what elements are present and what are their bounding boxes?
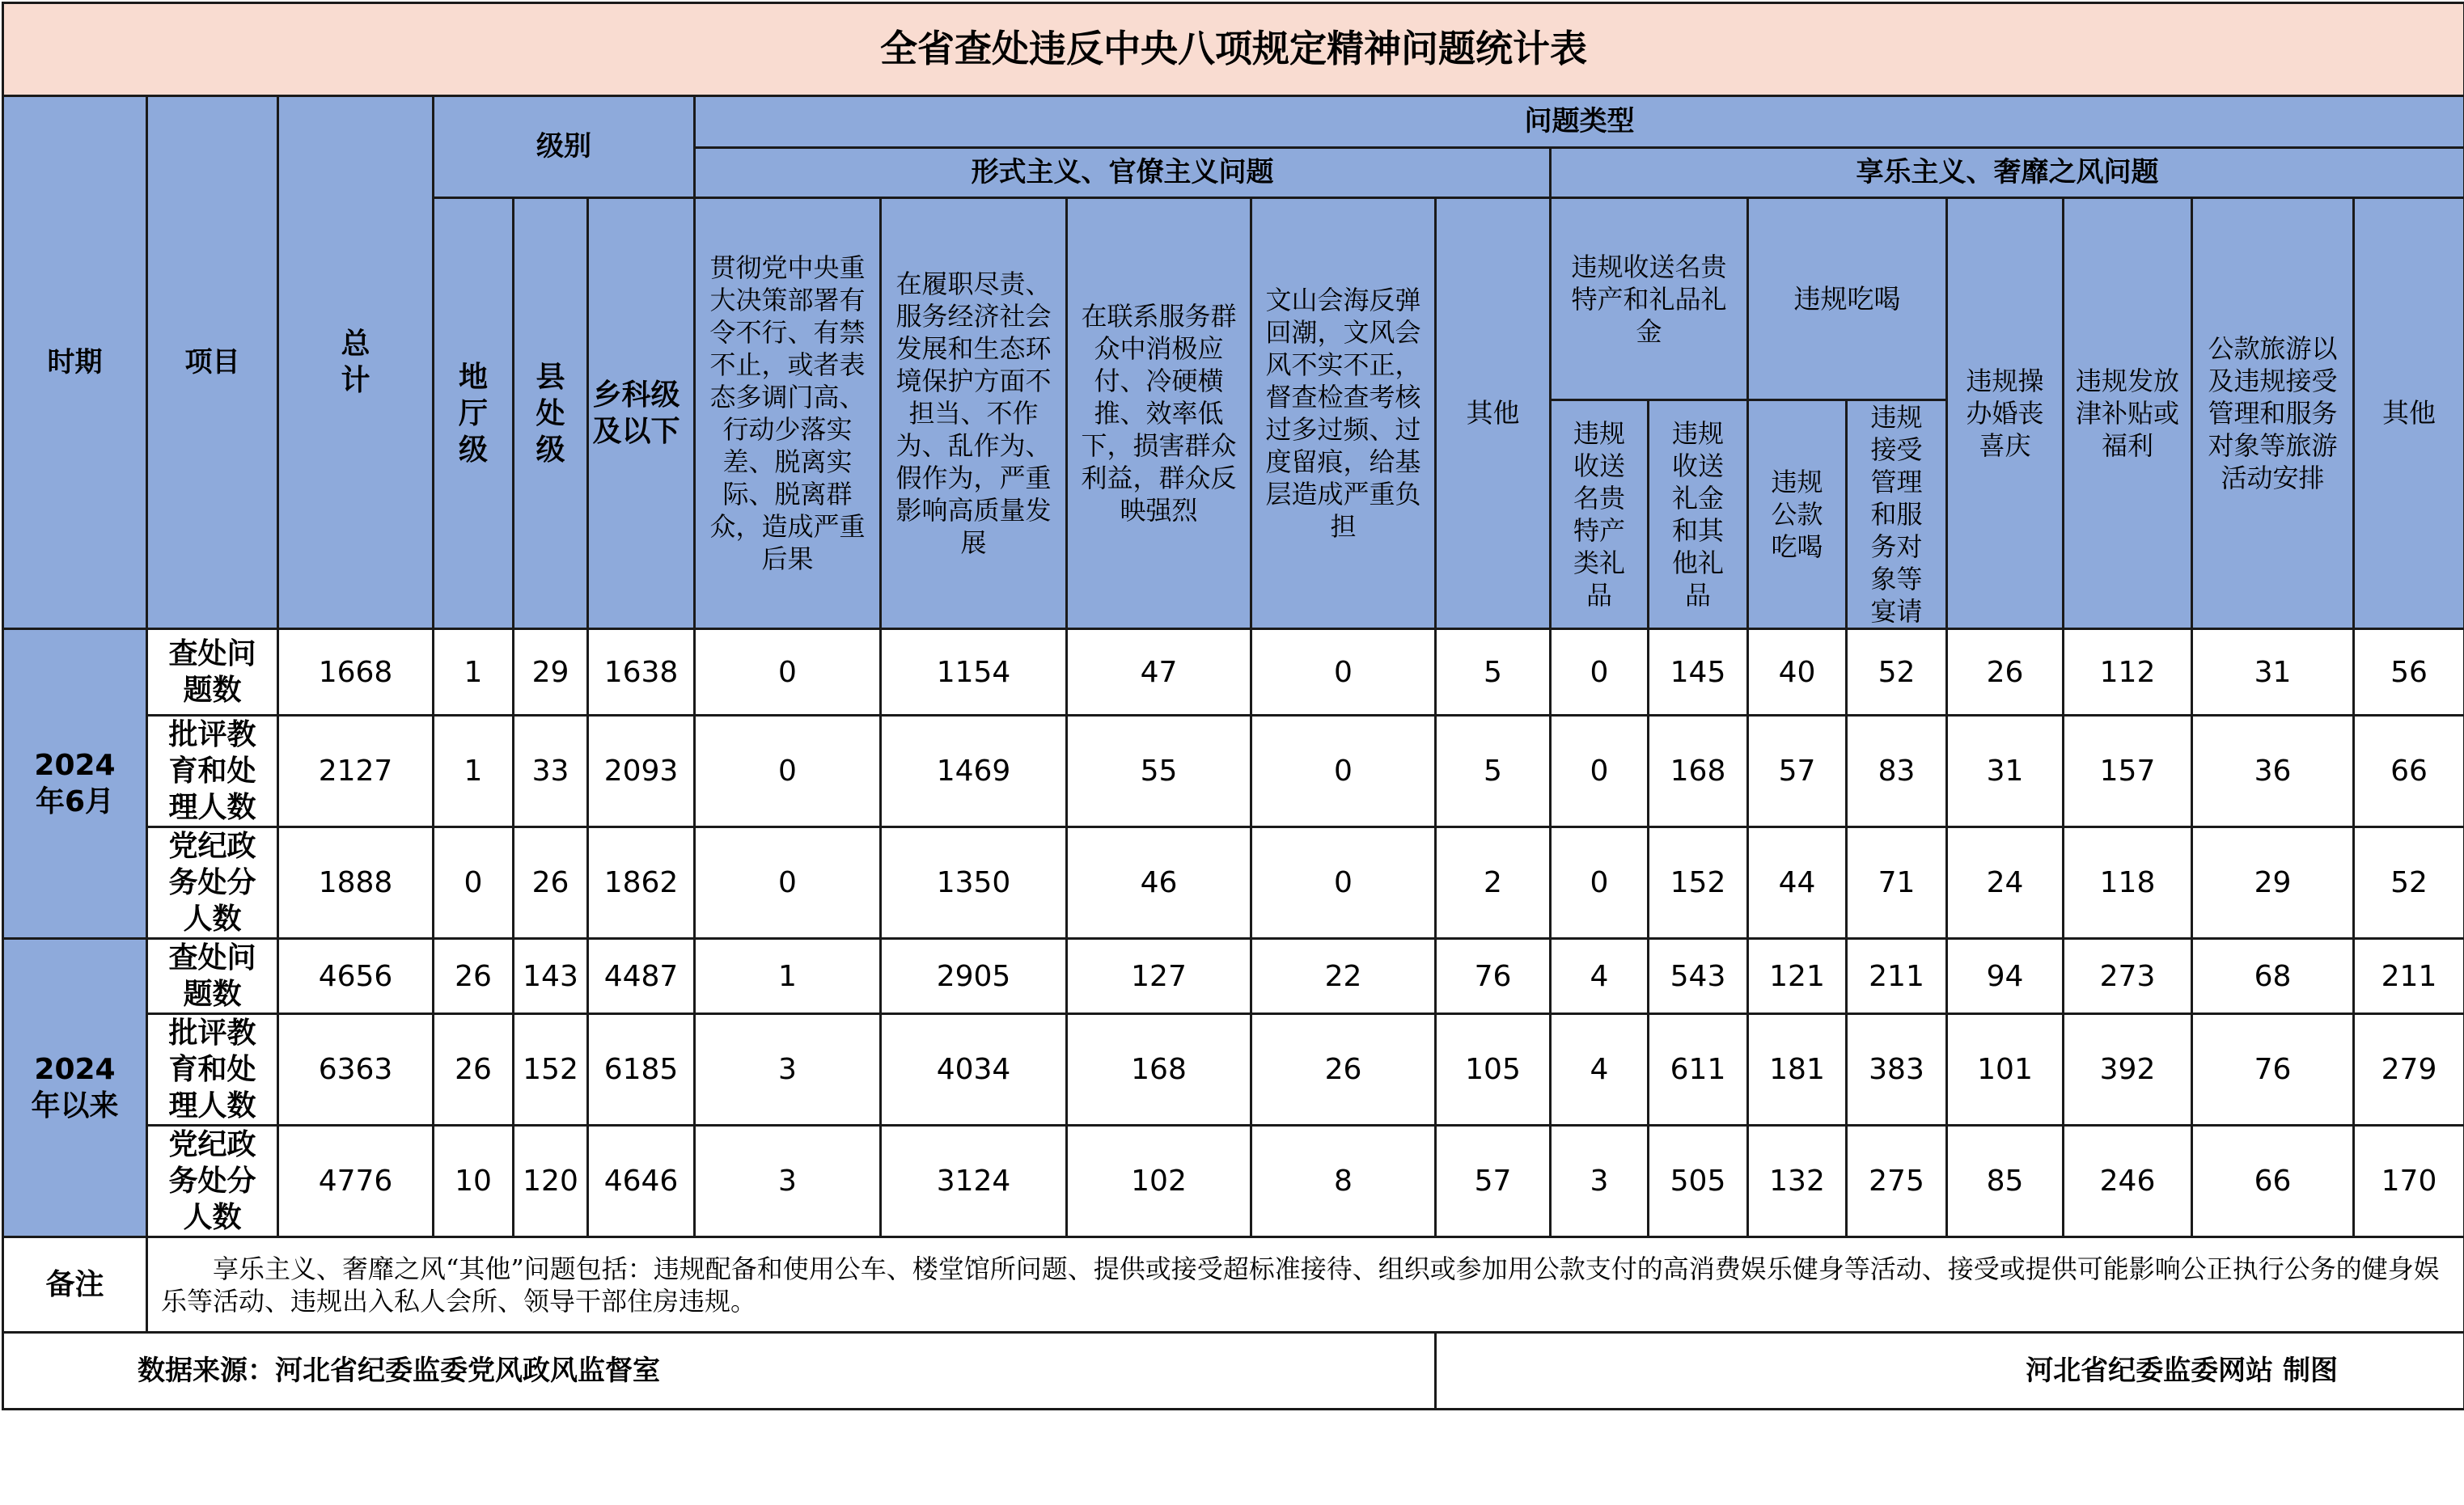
- cell-value: 132: [1748, 1126, 1847, 1237]
- header-level-county: [514, 198, 588, 629]
- header-dining-group: 违规吃喝: [1748, 198, 1947, 400]
- header-level: 级别: [434, 96, 695, 198]
- header-level-prefecture-text: 地厅级: [459, 360, 489, 467]
- cell-value: 47: [1067, 629, 1251, 716]
- cell-value: 2: [1436, 827, 1551, 939]
- cell-total: 1888: [278, 827, 434, 939]
- cell-value: 0: [1251, 827, 1436, 939]
- period-label: [3, 629, 147, 939]
- cell-value: 2093: [588, 716, 695, 827]
- cell-value: 33: [514, 716, 588, 827]
- period-label: [3, 939, 147, 1237]
- cell-value: 5: [1436, 716, 1551, 827]
- cell-total: 6363: [278, 1014, 434, 1126]
- header-gift-col-specialty-text: 违规收送名贵特产类礼品: [1573, 418, 1625, 611]
- header-dining-col-banquet-text: 违规接受管理和服务对象等宴请: [1870, 402, 1923, 627]
- cell-value: 76: [2192, 1014, 2354, 1126]
- cell-value: 0: [695, 629, 881, 716]
- table-row: [3, 716, 2464, 827]
- cell-value: 29: [2192, 827, 2354, 939]
- note-text-body: 享乐主义、奢靡之风“其他”问题包括：违规配备和使用公车、楼堂馆所问题、提供或接受超标准接待、组织或参加用公款支付的高消费娱乐健身等活动、接受或提供可能影响公正执行公务的健身娱乐等活动、违规出入私人会所、领导干部住房违规。: [161, 1253, 2440, 1317]
- cell-value: 0: [695, 827, 881, 939]
- cell-value: 543: [1649, 939, 1748, 1014]
- cell-value: 1469: [881, 716, 1067, 827]
- header-formalism-col-other: 其他: [1436, 198, 1551, 629]
- cell-value: 3: [1551, 1126, 1649, 1237]
- cell-value: 392: [2064, 1014, 2192, 1126]
- cell-value: 170: [2354, 1126, 2464, 1237]
- header-level-county-text: 县处级: [536, 360, 565, 467]
- cell-value: 1: [434, 629, 514, 716]
- cell-value: 24: [1947, 827, 2064, 939]
- cell-value: 10: [434, 1126, 514, 1237]
- cell-value: 44: [1748, 827, 1847, 939]
- cell-value: 1638: [588, 629, 695, 716]
- header-problem-type: 问题类型: [695, 96, 2464, 148]
- header-total-text: 总计: [341, 328, 370, 397]
- cell-value: 112: [2064, 629, 2192, 716]
- cell-value: 5: [1436, 629, 1551, 716]
- cell-value: 505: [1649, 1126, 1748, 1237]
- cell-value: 275: [1847, 1126, 1947, 1237]
- cell-value: 211: [2354, 939, 2464, 1014]
- cell-value: 102: [1067, 1126, 1251, 1237]
- cell-value: 22: [1251, 939, 1436, 1014]
- cell-value: 4646: [588, 1126, 695, 1237]
- cell-value: 55: [1067, 716, 1251, 827]
- cell-value: 46: [1067, 827, 1251, 939]
- cell-value: 4: [1551, 939, 1649, 1014]
- header-formalism-col-1: 贯彻党中央重大决策部署有令不行、有禁不止，或者表态多调门高、行动少落实差、脱离实际、脱离群众，造成严重后果: [695, 198, 881, 629]
- header-formalism-col-2: 在履职尽责、服务经济社会发展和生态环境保护方面不担当、不作为、乱作为、假作为，严重影响高质量发展: [881, 198, 1067, 629]
- note-text: [147, 1237, 2464, 1333]
- cell-value: 56: [2354, 629, 2464, 716]
- cell-total: 4776: [278, 1126, 434, 1237]
- header-period: 时期: [3, 96, 147, 629]
- cell-total: 4656: [278, 939, 434, 1014]
- cell-value: 66: [2192, 1126, 2354, 1237]
- cell-value: 0: [1551, 827, 1649, 939]
- cell-value: 145: [1649, 629, 1748, 716]
- cell-value: 76: [1436, 939, 1551, 1014]
- cell-value: 152: [1649, 827, 1748, 939]
- cell-value: 26: [434, 1014, 514, 1126]
- header-formalism: 形式主义、官僚主义问题: [695, 148, 1551, 198]
- cell-value: 26: [514, 827, 588, 939]
- header-level-prefecture: [434, 198, 514, 629]
- cell-value: 4487: [588, 939, 695, 1014]
- header-gift-col-cash: [1649, 400, 1748, 629]
- cell-value: 26: [1947, 629, 2064, 716]
- cell-value: 52: [2354, 827, 2464, 939]
- cell-value: 1: [434, 716, 514, 827]
- header-level-township-text: 乡科级及以下: [592, 378, 680, 448]
- cell-value: 0: [1551, 716, 1649, 827]
- header-gift-col-cash-text: 违规收送礼金和其他礼品: [1671, 418, 1724, 611]
- cell-value: 0: [1251, 716, 1436, 827]
- header-formalism-col-4: 文山会海反弹回潮，文风会风不实不正，督查检查考核过多过频、过度留痕，给基层造成严重负担: [1251, 198, 1436, 629]
- header-hedonism-col-allowance: 违规发放津补贴或福利: [2064, 198, 2192, 629]
- cell-value: 68: [2192, 939, 2354, 1014]
- cell-value: 118: [2064, 827, 2192, 939]
- cell-value: 611: [1649, 1014, 1748, 1126]
- row-item-label: [147, 629, 278, 716]
- cell-value: 4: [1551, 1014, 1649, 1126]
- period-label-text: 2024年6月: [34, 749, 116, 818]
- cell-value: 36: [2192, 716, 2354, 827]
- table-row: [3, 1126, 2464, 1237]
- row-item-label-text: 查处问题数: [168, 941, 256, 1011]
- header-hedonism-col-wedding: 违规操办婚丧喜庆: [1947, 198, 2064, 629]
- header-dining-col-banquet: [1847, 400, 1947, 629]
- cell-value: 8: [1251, 1126, 1436, 1237]
- cell-value: 1862: [588, 827, 695, 939]
- row-item-label: [147, 1014, 278, 1126]
- cell-total: 2127: [278, 716, 434, 827]
- header-formalism-col-3: 在联系服务群众中消极应付、冷硬横推、效率低下，损害群众利益，群众反映强烈: [1067, 198, 1251, 629]
- cell-value: 40: [1748, 629, 1847, 716]
- row-item-label: [147, 827, 278, 939]
- cell-value: 3124: [881, 1126, 1067, 1237]
- header-hedonism: 享乐主义、奢靡之风问题: [1551, 148, 2464, 198]
- cell-value: 29: [514, 629, 588, 716]
- header-hedonism-col-other: 其他: [2354, 198, 2464, 629]
- cell-value: 127: [1067, 939, 1251, 1014]
- row-item-label: [147, 716, 278, 827]
- cell-value: 1154: [881, 629, 1067, 716]
- header-gift-col-specialty: [1551, 400, 1649, 629]
- cell-value: 211: [1847, 939, 1947, 1014]
- cell-value: 31: [2192, 629, 2354, 716]
- note-label: 备注: [3, 1237, 147, 1333]
- cell-value: 0: [1551, 629, 1649, 716]
- row-item-label-text: 批评教育和处理人数: [168, 718, 256, 824]
- cell-value: 168: [1649, 716, 1748, 827]
- period-label-text: 2024年以来: [31, 1053, 119, 1122]
- cell-value: 85: [1947, 1126, 2064, 1237]
- row-item-label-text: 批评教育和处理人数: [168, 1017, 256, 1122]
- header-total: [278, 96, 434, 629]
- cell-total: 1668: [278, 629, 434, 716]
- row-item-label: [147, 1126, 278, 1237]
- cell-value: 4034: [881, 1014, 1067, 1126]
- chart-maker: 河北省纪委监委网站 制图: [1436, 1333, 2464, 1410]
- row-item-label: [147, 939, 278, 1014]
- cell-value: 26: [434, 939, 514, 1014]
- cell-value: 1: [695, 939, 881, 1014]
- header-level-township: [588, 198, 695, 629]
- cell-value: 57: [1436, 1126, 1551, 1237]
- cell-value: 181: [1748, 1014, 1847, 1126]
- cell-value: 26: [1251, 1014, 1436, 1126]
- row-item-label-text: 党纪政务处分人数: [168, 830, 256, 936]
- data-source: 数据来源：河北省纪委监委党风政风监督室: [3, 1333, 1436, 1410]
- cell-value: 6185: [588, 1014, 695, 1126]
- header-dining-col-public-text: 违规公款吃喝: [1771, 467, 1823, 562]
- cell-value: 66: [2354, 716, 2464, 827]
- cell-value: 0: [1251, 629, 1436, 716]
- cell-value: 52: [1847, 629, 1947, 716]
- cell-value: 2905: [881, 939, 1067, 1014]
- header-gift-group: 违规收送名贵特产和礼品礼金: [1551, 198, 1748, 400]
- table-row: [3, 939, 2464, 1014]
- cell-value: 273: [2064, 939, 2192, 1014]
- table-row: [3, 629, 2464, 716]
- cell-value: 120: [514, 1126, 588, 1237]
- table-title: 全省查处违反中央八项规定精神问题统计表: [3, 3, 2464, 96]
- cell-value: 3: [695, 1126, 881, 1237]
- cell-value: 83: [1847, 716, 1947, 827]
- cell-value: 94: [1947, 939, 2064, 1014]
- cell-value: 157: [2064, 716, 2192, 827]
- cell-value: 246: [2064, 1126, 2192, 1237]
- row-item-label-text: 查处问题数: [168, 637, 256, 707]
- cell-value: 1350: [881, 827, 1067, 939]
- cell-value: 121: [1748, 939, 1847, 1014]
- cell-value: 383: [1847, 1014, 1947, 1126]
- header-dining-col-public: [1748, 400, 1847, 629]
- cell-value: 0: [695, 716, 881, 827]
- cell-value: 101: [1947, 1014, 2064, 1126]
- row-item-label-text: 党纪政务处分人数: [168, 1128, 256, 1234]
- cell-value: 0: [434, 827, 514, 939]
- cell-value: 152: [514, 1014, 588, 1126]
- table-row: [3, 1014, 2464, 1126]
- cell-value: 168: [1067, 1014, 1251, 1126]
- table-row: [3, 827, 2464, 939]
- cell-value: 143: [514, 939, 588, 1014]
- header-hedonism-col-travel: 公款旅游以及违规接受管理和服务对象等旅游活动安排: [2192, 198, 2354, 629]
- cell-value: 31: [1947, 716, 2064, 827]
- cell-value: 279: [2354, 1014, 2464, 1126]
- header-item: 项目: [147, 96, 278, 629]
- cell-value: 57: [1748, 716, 1847, 827]
- cell-value: 105: [1436, 1014, 1551, 1126]
- cell-value: 3: [695, 1014, 881, 1126]
- cell-value: 71: [1847, 827, 1947, 939]
- statistics-table: [2, 2, 2464, 1410]
